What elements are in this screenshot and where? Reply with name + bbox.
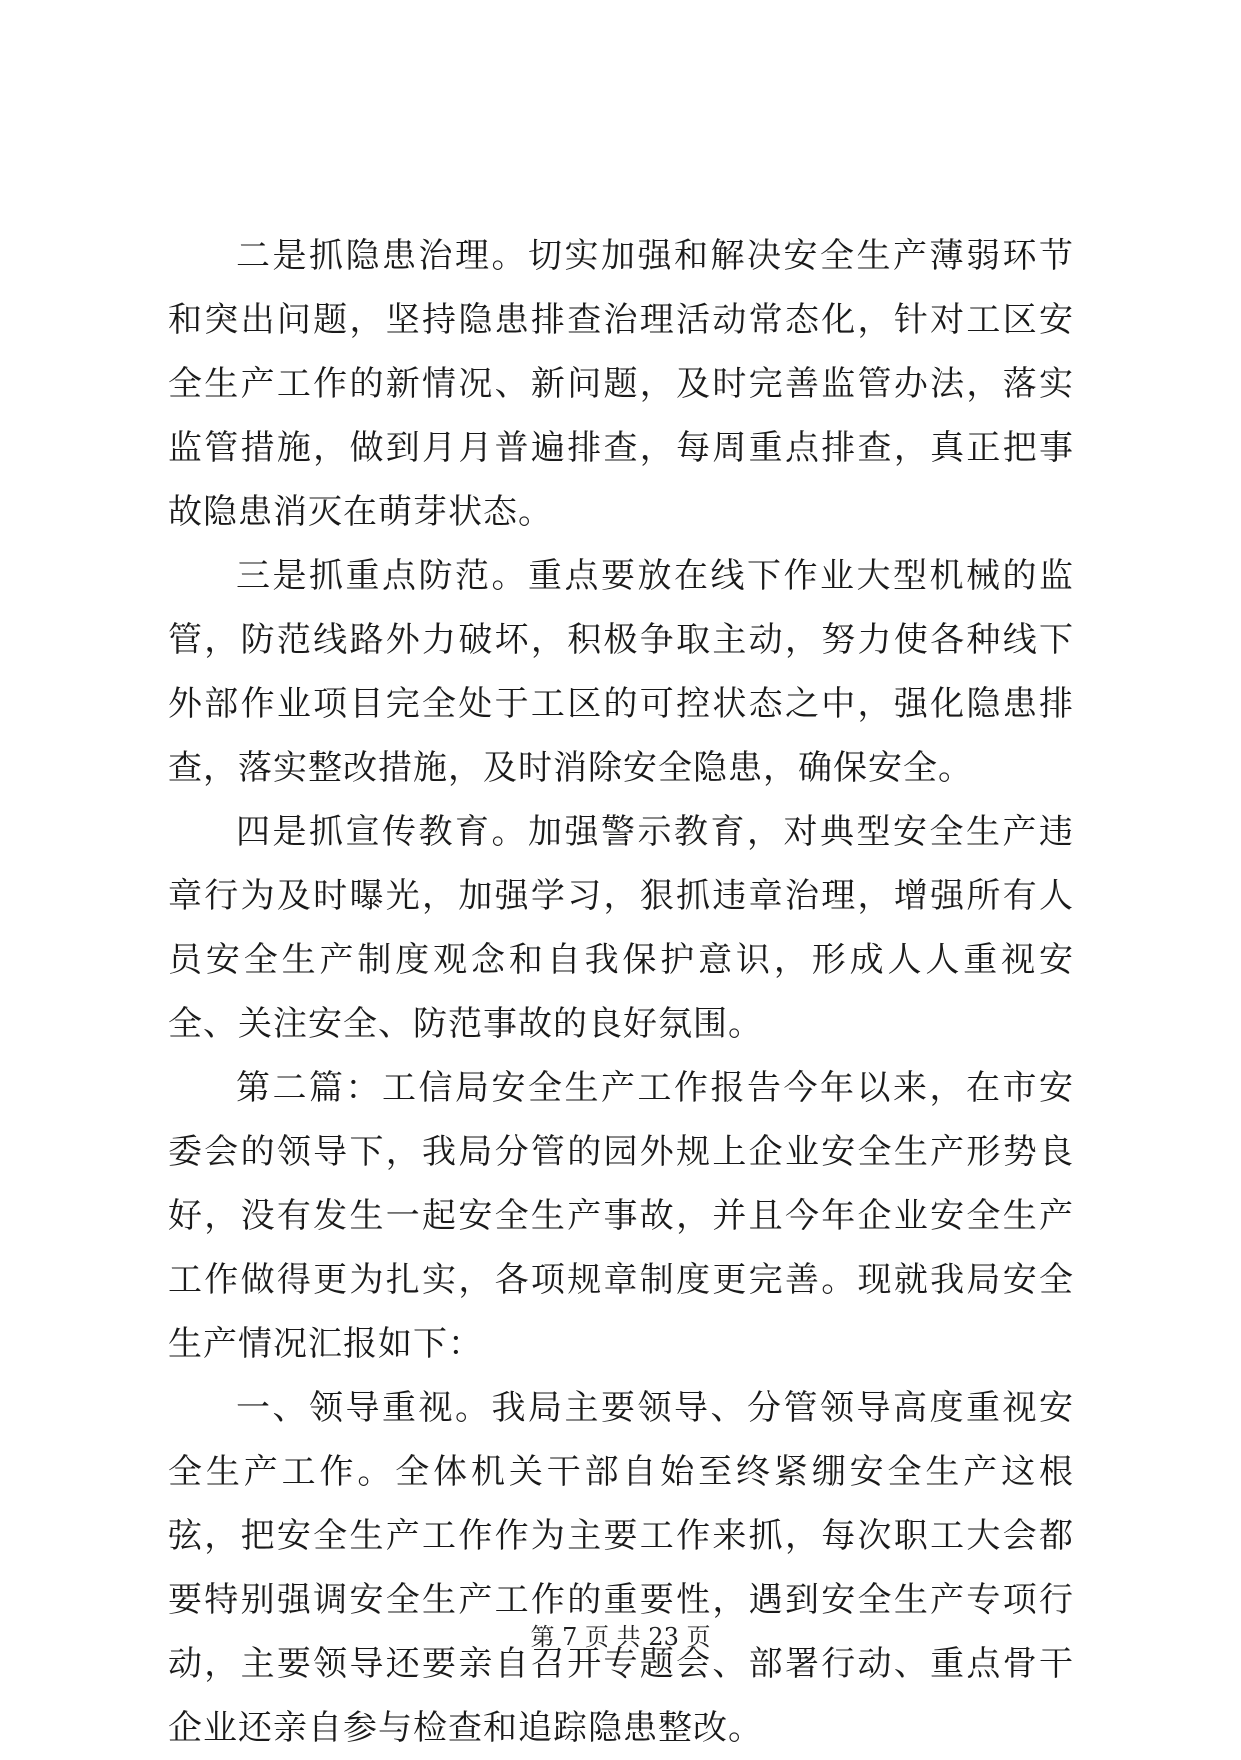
paragraph-second-article: 第二篇：工信局安全生产工作报告今年以来，在市安委会的领导下，我局分管的园外规上企业安全生产形势良好，没有发生一起安全生产事故，并且今年企业安全生产工作做得更为扎实，各项规章制度更完善。现就我局安全生产情况汇报如下： (168, 1068, 1074, 1364)
document-body (168, 224, 1074, 1760)
paragraph-hidden-danger: 二是抓隐患治理。切实加强和解决安全生产薄弱环节和突出问题，坚持隐患排查治理活动常态化，针对工区安全生产工作的新情况、新问题，及时完善监管办法，落实监管措施，做到月月普遍排查，每周重点排查，真正把事故隐患消灭在萌芽状态。 (168, 236, 1074, 532)
page-number-footer: 第 7 页 共 23 页 (530, 1623, 711, 1651)
paragraph-leadership: 一、领导重视。我局主要领导、分管领导高度重视安全生产工作。全体机关干部自始至终紧绷安全生产这根弦，把安全生产工作作为主要工作来抓，每次职工大会都要特别强调安全生产工作的重要性，遇到安全生产专项行动，主要领导还要亲自召开专题会、部署行动、重点骨干企业还亲自参与检查和追踪隐患整改。 (168, 1388, 1074, 1748)
paragraph-key-prevention: 三是抓重点防范。重点要放在线下作业大型机械的监管，防范线路外力破坏，积极争取主动，努力使各种线下外部作业项目完全处于工区的可控状态之中，强化隐患排查，落实整改措施，及时消除安全隐患，确保安全。 (168, 556, 1074, 788)
paragraph-education: 四是抓宣传教育。加强警示教育，对典型安全生产违章行为及时曝光，加强学习，狠抓违章治理，增强所有人员安全生产制度观念和自我保护意识，形成人人重视安全、关注安全、防范事故的良好氛围。 (168, 812, 1074, 1044)
